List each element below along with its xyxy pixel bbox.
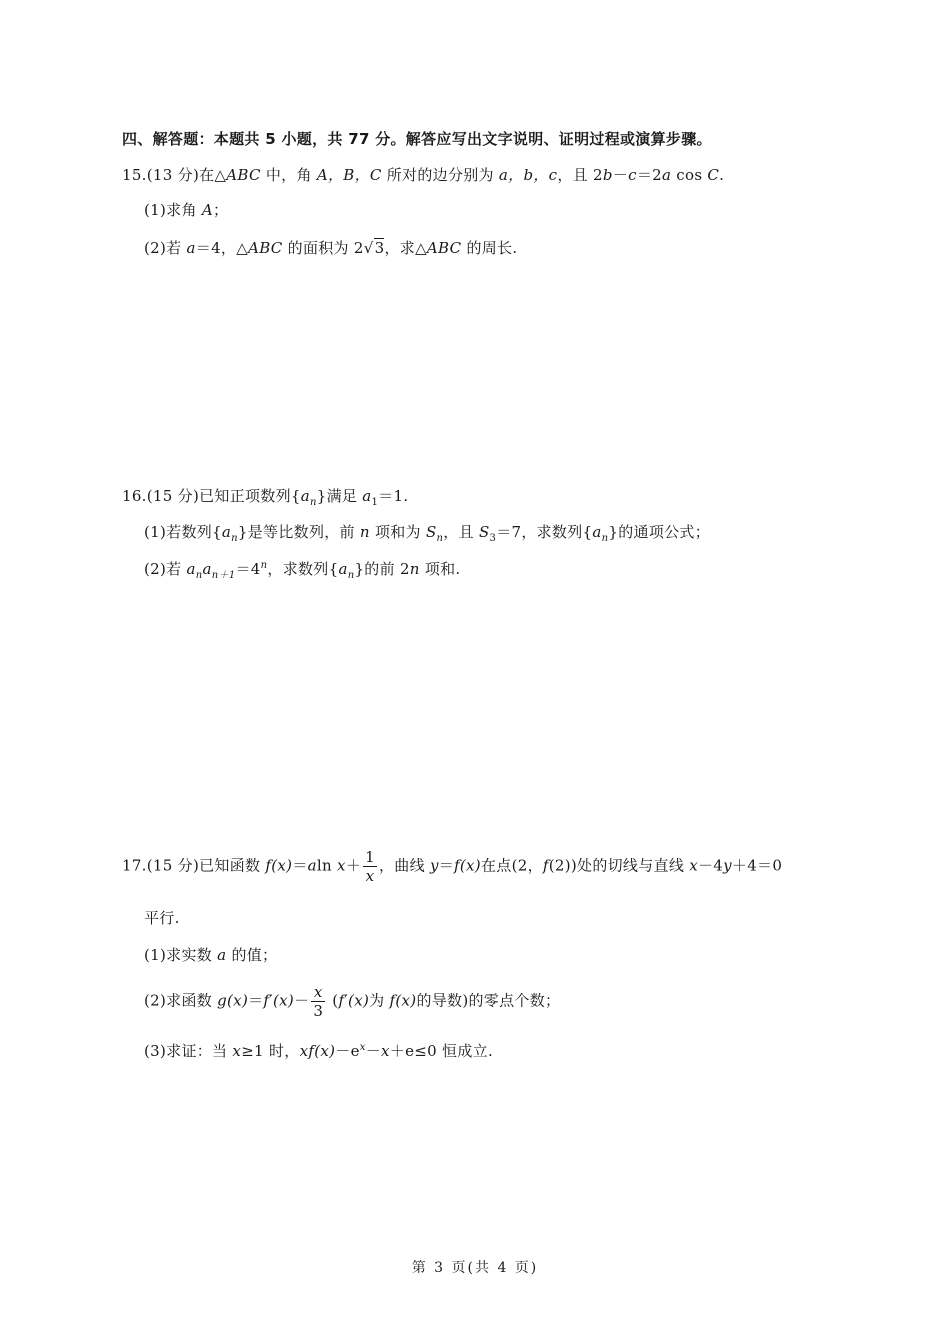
- math-var: f: [308, 1042, 315, 1060]
- text: ＝4，△: [195, 239, 249, 257]
- question-15-part-2: [144, 237, 517, 258]
- fraction-denominator: x: [365, 867, 375, 885]
- text: 已知正项数列{: [199, 487, 301, 505]
- text: (1)若数列{: [144, 523, 222, 541]
- text: (2)若: [144, 239, 187, 257]
- math-var: a: [592, 523, 602, 541]
- subscript: 1: [371, 497, 379, 508]
- fraction-numerator: x: [311, 983, 325, 1002]
- text: 的面积为 2: [282, 239, 364, 257]
- text: ＝2: [636, 166, 662, 184]
- math-var: f: [542, 856, 549, 875]
- prime: ′: [269, 991, 273, 1010]
- math-var: a: [217, 946, 227, 964]
- text: ＝: [248, 991, 264, 1010]
- subscript: 3: [489, 533, 497, 544]
- math-var: S: [478, 523, 490, 541]
- math-var: x: [232, 1042, 242, 1060]
- math-var: x: [299, 1042, 309, 1060]
- text: 在△: [199, 166, 227, 184]
- math-var: a: [186, 239, 196, 257]
- math-var: ABC: [226, 166, 261, 184]
- text: (2)若: [144, 560, 187, 578]
- math-var: y: [429, 856, 439, 875]
- math-var: n: [409, 560, 420, 578]
- superscript: x: [359, 1042, 366, 1053]
- text: ＋: [345, 856, 362, 875]
- fraction: [311, 983, 325, 1020]
- text: ＝1.: [378, 487, 409, 505]
- text: ；: [212, 201, 229, 219]
- text: ，求△: [384, 239, 427, 257]
- fraction: [363, 848, 377, 885]
- question-17-part-1: [144, 944, 277, 965]
- text: －: [365, 1042, 382, 1060]
- math-var: a: [202, 560, 212, 578]
- math-var: f: [263, 991, 270, 1010]
- math-var: A，B，C: [316, 166, 382, 184]
- math-var: a: [338, 560, 348, 578]
- math-var: ABC: [248, 239, 283, 257]
- text: (2)求函数: [144, 991, 218, 1010]
- question-number: 15.(13 分): [122, 166, 200, 184]
- math-var: a: [300, 487, 311, 505]
- text: (1)求实数: [144, 946, 218, 964]
- text: (3)求证：当: [144, 1042, 233, 1060]
- math-var: b: [602, 166, 613, 184]
- math-var: (x): [459, 856, 481, 875]
- text: }的通项公式；: [608, 523, 711, 541]
- question-17-stem-continued: 平行.: [144, 909, 180, 927]
- math-var: a: [661, 166, 672, 184]
- text: 所对的边分别为: [381, 166, 499, 184]
- fraction-numerator: 1: [365, 848, 375, 866]
- text: (2))处的切线与直线: [548, 856, 690, 875]
- text: ，求数列{: [267, 560, 339, 578]
- math-var: S: [425, 523, 437, 541]
- math-var: (x): [273, 991, 295, 1010]
- question-15-part-1: [144, 199, 228, 220]
- math-var: A: [201, 201, 213, 219]
- text: (1)求角: [144, 201, 202, 219]
- math-var: x: [689, 856, 698, 875]
- text: .: [719, 166, 725, 184]
- text: ＝: [292, 856, 308, 875]
- text: 在点(2，: [480, 856, 543, 875]
- question-15-stem: [122, 164, 724, 185]
- text: 项和.: [419, 560, 461, 578]
- text: －: [612, 166, 629, 184]
- text: ＝7，求数列{: [496, 523, 593, 541]
- text: 已知函数: [199, 856, 266, 875]
- math-var: n: [359, 523, 370, 541]
- math-var: f: [454, 856, 460, 875]
- text: ，曲线: [378, 856, 430, 875]
- sqrt-symbol: √: [363, 239, 374, 257]
- text: 的周长.: [461, 239, 518, 257]
- text: 为: [369, 991, 390, 1010]
- text: 项和为: [369, 523, 426, 541]
- section-header: 四、解答题：本题共 5 小题，共 77 分。解答应写出文字说明、证明过程或演算步骤。: [122, 130, 712, 148]
- text: 中，角: [260, 166, 317, 184]
- text: 的值；: [226, 946, 278, 964]
- math-var: f: [389, 991, 396, 1010]
- text: cos: [671, 166, 708, 184]
- text: }满足: [316, 487, 363, 505]
- superscript: n: [260, 560, 268, 571]
- math-var: C: [707, 166, 720, 184]
- text: ＝4: [235, 560, 261, 578]
- subscript: n＋1: [211, 570, 236, 581]
- math-var: x: [381, 1042, 390, 1060]
- question-17-stem: [122, 848, 782, 885]
- math-var: (x): [271, 856, 293, 875]
- text: －e: [335, 1042, 360, 1060]
- subscript: n: [601, 533, 609, 544]
- subscript: n: [436, 533, 444, 544]
- question-17-part-2: [144, 983, 560, 1020]
- text: }的前 2: [354, 560, 410, 578]
- text: }是等比数列，前: [237, 523, 360, 541]
- question-16-stem: [122, 485, 408, 506]
- math-var: a: [186, 560, 196, 578]
- text: ln: [316, 856, 338, 875]
- math-var: a: [362, 487, 372, 505]
- question-17-part-3: [144, 1040, 493, 1061]
- text: －: [294, 991, 310, 1010]
- text: ＋4＝0: [731, 856, 783, 875]
- fraction-denominator: 3: [313, 1002, 324, 1020]
- math-var: (x): [314, 1042, 336, 1060]
- question-number: 16.(15 分): [122, 487, 200, 505]
- question-number: 17.(15 分): [122, 856, 200, 875]
- text: 的导数)的零点个数；: [416, 991, 561, 1010]
- subscript: n: [195, 570, 203, 581]
- math-var: (x): [227, 991, 249, 1010]
- text: ，且: [443, 523, 479, 541]
- question-16-part-2: [144, 558, 461, 579]
- math-var: c: [628, 166, 637, 184]
- math-var: y: [723, 856, 732, 875]
- math-var: ABC: [426, 239, 462, 257]
- math-var: g: [217, 991, 228, 1010]
- prime: ′: [344, 991, 349, 1010]
- sqrt-radicand: 3: [374, 239, 385, 257]
- question-16-part-1: [144, 521, 710, 542]
- subscript: n: [231, 533, 238, 544]
- math-var: a: [221, 523, 232, 541]
- math-var: (x): [348, 991, 370, 1010]
- math-var: a: [307, 856, 317, 875]
- subscript: n: [310, 497, 317, 508]
- text: －4: [697, 856, 724, 875]
- page-footer: 第 3 页(共 4 页): [411, 1260, 539, 1276]
- text: ≥1 时，: [241, 1042, 300, 1060]
- math-var: f: [265, 856, 272, 875]
- subscript: n: [347, 570, 355, 581]
- math-var: a，b，c: [498, 166, 558, 184]
- math-var: x: [337, 856, 346, 875]
- text: ＋e≤0 恒成立.: [389, 1042, 494, 1060]
- math-var: (x): [395, 991, 417, 1010]
- text: ＝: [438, 856, 455, 875]
- math-var: f: [338, 991, 345, 1010]
- text: (: [327, 991, 339, 1010]
- text: ，且 2: [557, 166, 603, 184]
